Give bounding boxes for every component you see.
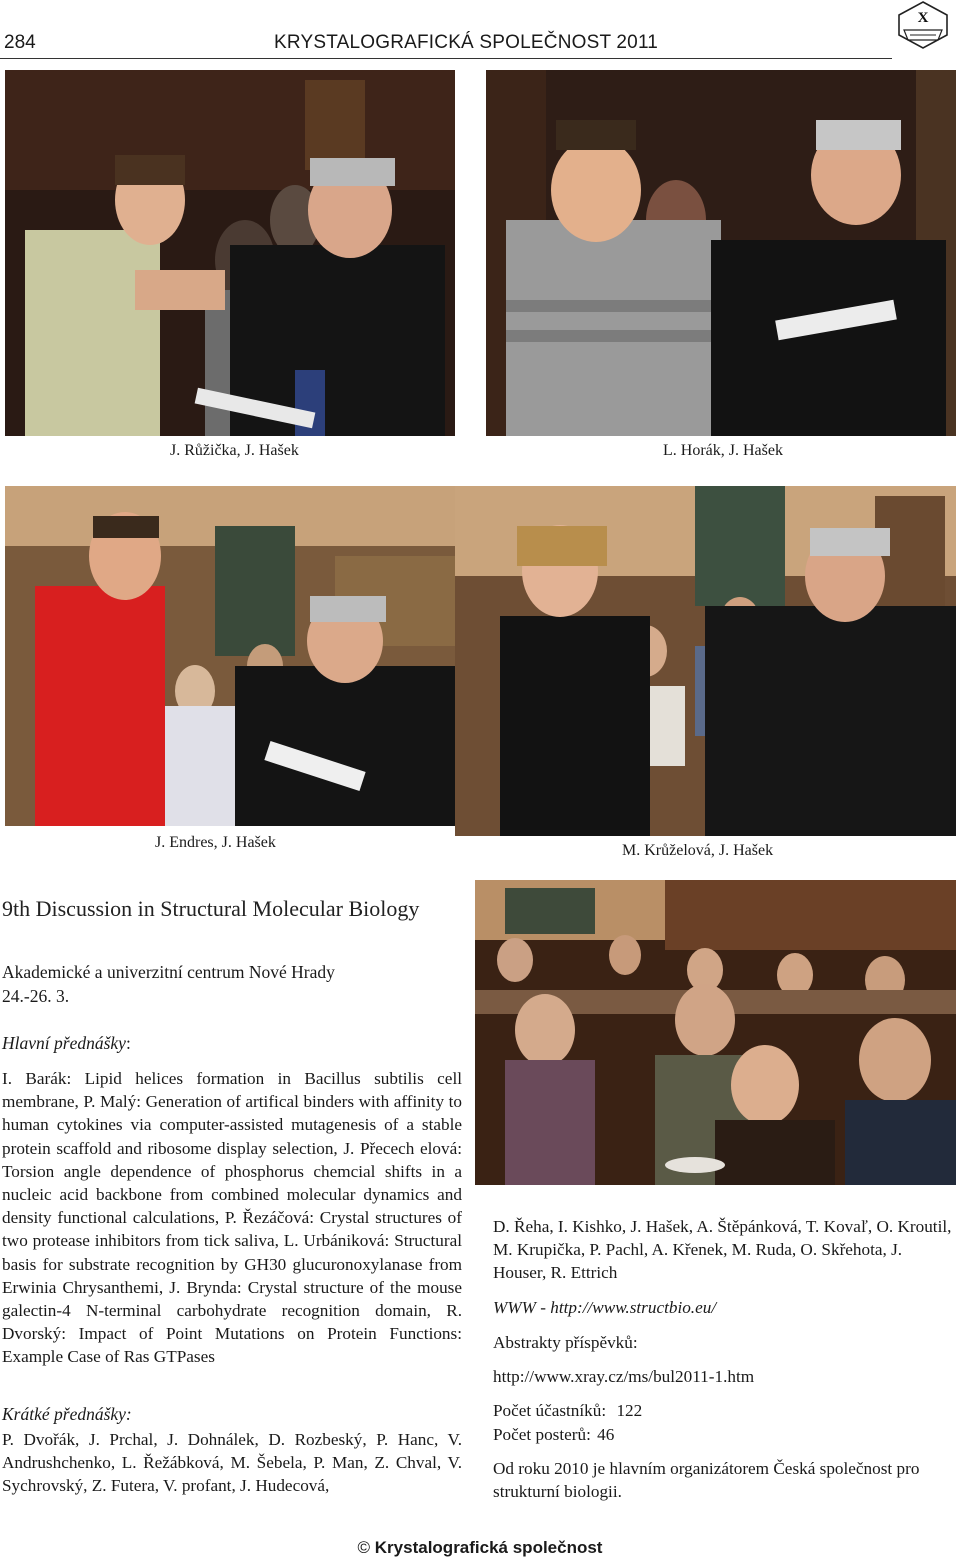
photo-kruzelova-hasek	[455, 486, 956, 836]
venue-name: Akademické a univerzitní centrum Nové Hrady	[2, 962, 335, 982]
www-line	[493, 1296, 958, 1319]
running-title: KRYSTALOGRAFICKÁ SPOLEČNOST 2011	[274, 32, 659, 53]
www-label: WWW	[493, 1298, 536, 1317]
page-footer	[0, 1538, 960, 1558]
society-logo-icon	[894, 0, 952, 50]
www-url-link[interactable]: - http://www.structbio.eu/	[535, 1298, 717, 1317]
logo-letter: X	[917, 10, 929, 26]
main-lectures-label	[2, 1033, 131, 1054]
photo-caption: L. Horák, J. Hašek	[663, 442, 783, 459]
short-lectures-text: P. Dvořák, J. Prchal, J. Dohnálek, D. Rozbeský, P. Hanc, V. Andrushchenko, L. Řežábková, M. Šebela, P. Man, Z. Chval, V. Sychrovský, Z. Futera, V. profant, J. Hudecová,	[2, 1430, 462, 1496]
photo-caption: J. Růžička, J. Hašek	[170, 442, 299, 459]
page-header	[0, 30, 960, 60]
posters-line	[493, 1423, 958, 1446]
article-title: 9th Discussion in Structural Molecular Biology	[2, 896, 420, 921]
event-dates: 24.-26. 3.	[2, 986, 70, 1006]
footer-text: Krystalografická společnost	[374, 1538, 603, 1557]
participants-count: 122	[616, 1401, 643, 1420]
main-lectures-label-text: Hlavní přednášky	[2, 1033, 126, 1053]
participants-label: Počet účastníků:	[493, 1401, 607, 1420]
participants-line	[493, 1399, 958, 1422]
posters-label: Počet posterů:	[493, 1425, 591, 1444]
main-lectures-text: I. Barák: Lipid helices formation in Bacillus subtilis cell membrane, P. Malý: Generation of artifical binders with affinity to human cytokines via computer-assisted mutagenesis of a stable protein scaffold and ribosome display selection, J. Přecech elová: Torsion angle dependence of phosphorus chemcial shifts in a nucleic acid backbone from combined molecular dynamics and density functional calculations, P. Řezáčová: Crystal structures of two protease inhibitors from tick saliva, L. Urbániková: Structural basis for substrate recognition by GH30 glucuronoxylanase from Erwinia Chrysanthemi, J. Brynda: Crystal structure of the mouse galectin-4 N-terminal carbohydrate recognition domain, R. Dvorský: Impact of Point Mutations on Protein Functions: Example Case of Ras GTPases	[2, 1069, 462, 1367]
main-lectures-label-colon: :	[125, 1033, 131, 1053]
photo-dinner-hall	[475, 880, 956, 1185]
short-lectures-label: Krátké přednášky:	[2, 1404, 132, 1424]
venue-block	[2, 960, 472, 1008]
photo-ruzicka-hasek	[5, 70, 455, 436]
photo-horak-hasek	[486, 70, 956, 436]
organizer-note: Od roku 2010 je hlavním organizátorem Česká společnost pro strukturní biologii.	[493, 1459, 920, 1502]
photo-endres-hasek	[5, 486, 455, 826]
abstracts-url-link[interactable]: http://www.xray.cz/ms/bul2011-1.htm	[493, 1367, 755, 1386]
abstracts-label: Abstrakty příspěvků:	[493, 1333, 638, 1352]
photo-caption: J. Endres, J. Hašek	[155, 834, 276, 851]
continued-names: D. Řeha, I. Kishko, J. Hašek, A. Štěpánková, T. Kovaľ, O. Kroutil, M. Krupička, P. Pachl, A. Křenek, M. Ruda, O. Skřehota, J. Houser, R. Ettrich	[493, 1217, 952, 1283]
page-number: 284	[4, 32, 36, 53]
posters-count: 46	[597, 1425, 615, 1444]
copyright-icon: ©	[357, 1538, 371, 1557]
photo-caption: M. Krůželová, J. Hašek	[622, 842, 774, 859]
header-rule	[0, 58, 892, 59]
